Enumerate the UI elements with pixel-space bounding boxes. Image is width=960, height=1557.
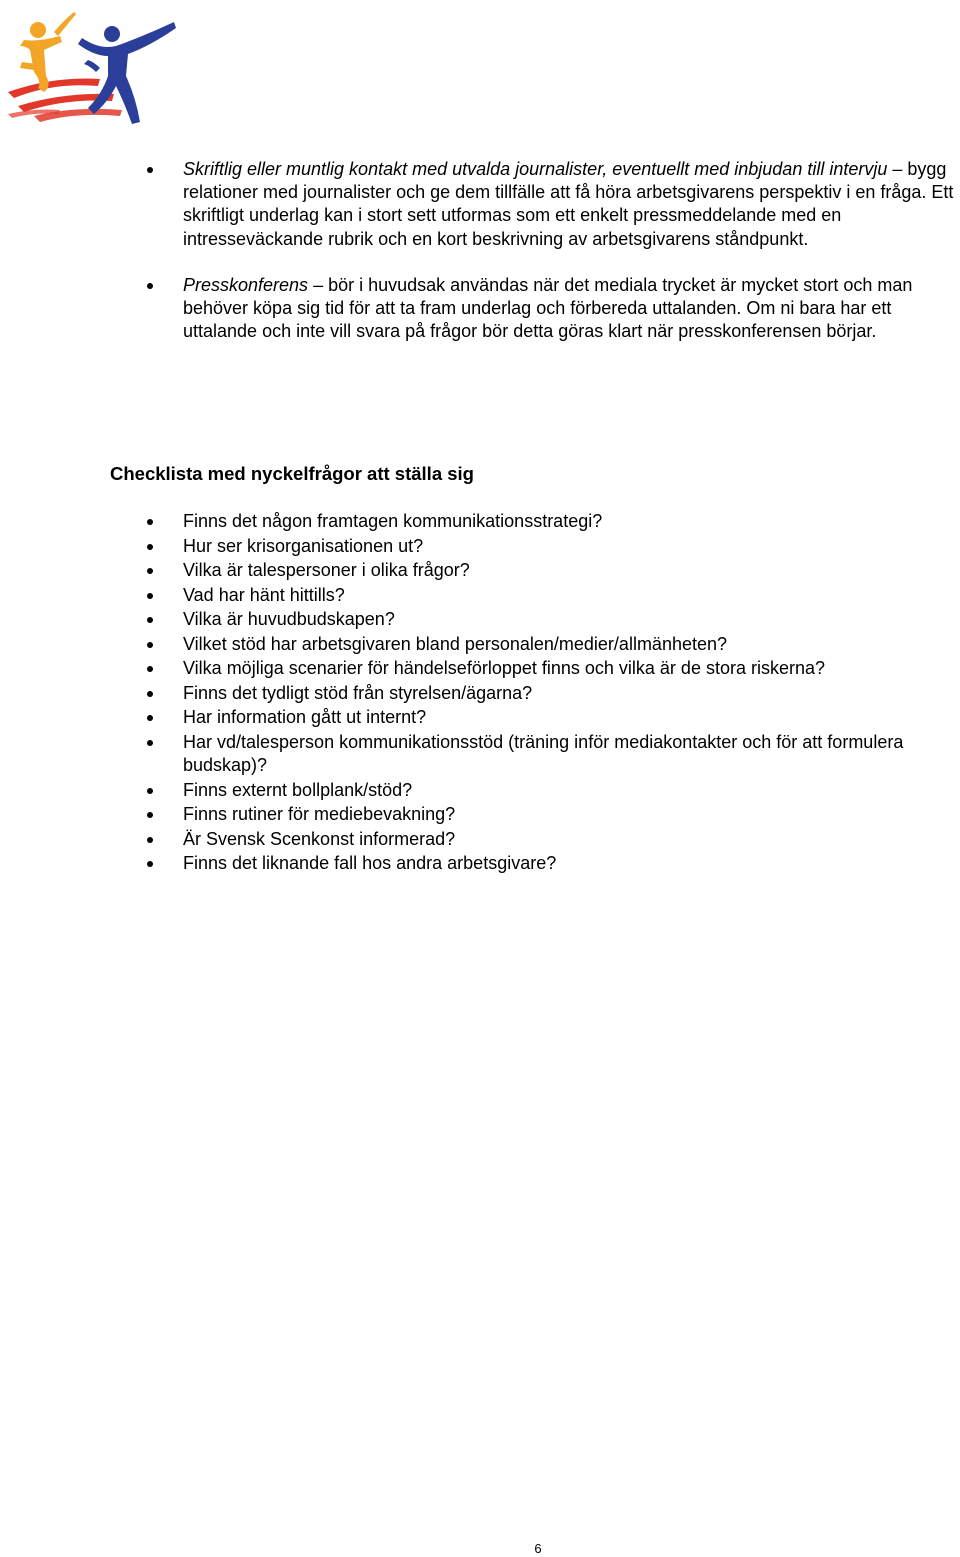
checklist-item: Vilka är huvudbudskapen? bbox=[147, 608, 960, 632]
checklist-item: Har vd/talesperson kommunikationsstöd (träning inför mediakontakter och för att formulera budskap)? bbox=[147, 731, 960, 778]
item-text: – bör i huvudsak användas när det mediala trycket är mycket stort och man behöver köpa sig tid för att ta fram underlag och förbereda uttalanden. Om ni bara har ett uttalande och inte vill svara på frågor bör detta göras klart när presskonferensen börjar. bbox=[183, 274, 913, 342]
checklist-item: Har information gått ut internt? bbox=[147, 706, 960, 730]
list-item bbox=[147, 274, 960, 344]
dancers-logo-icon bbox=[4, 6, 180, 126]
checklist-item: Finns det tydligt stöd från styrelsen/ägarna? bbox=[147, 682, 960, 706]
checklist-item: Är Svensk Scenkonst informerad? bbox=[147, 828, 960, 852]
checklist-item: Vad har hänt hittills? bbox=[147, 584, 960, 608]
checklist-item: Hur ser krisorganisationen ut? bbox=[147, 535, 960, 559]
checklist-item: Finns det liknande fall hos andra arbetsgivare? bbox=[147, 852, 960, 876]
checklist-item: Finns externt bollplank/stöd? bbox=[147, 779, 960, 803]
checklist bbox=[147, 510, 960, 877]
intro-list bbox=[147, 158, 960, 366]
page-number: 6 bbox=[534, 1541, 542, 1556]
checklist-item: Finns det någon framtagen kommunikationsstrategi? bbox=[147, 510, 960, 534]
checklist-item: Vilka är talespersoner i olika frågor? bbox=[147, 559, 960, 583]
checklist-item: Vilket stöd har arbetsgivaren bland personalen/medier/allmänheten? bbox=[147, 633, 960, 657]
section-heading: Checklista med nyckelfrågor att ställa sig bbox=[110, 463, 474, 484]
item-lead: Presskonferens bbox=[183, 274, 309, 295]
list-item bbox=[147, 158, 960, 251]
checklist-item: Finns rutiner för mediebevakning? bbox=[147, 803, 960, 827]
item-lead: Skriftlig eller muntlig kontakt med utvalda journalister, eventuellt med inbjudan till intervju bbox=[183, 159, 888, 179]
checklist-item: Vilka möjliga scenarier för händelseförloppet finns och vilka är de stora riskerna? bbox=[147, 657, 960, 681]
item-text: – bygg relationer med journalister och ge dem tillfälle att få höra arbetsgivarens perspektiv i en fråga. Ett skriftligt underlag kan i stort sett utformas som ett enkelt pressmeddelande med en intresseväckande rubrik och en kort beskrivning av arbetsgivarens ståndpunkt. bbox=[183, 159, 954, 249]
